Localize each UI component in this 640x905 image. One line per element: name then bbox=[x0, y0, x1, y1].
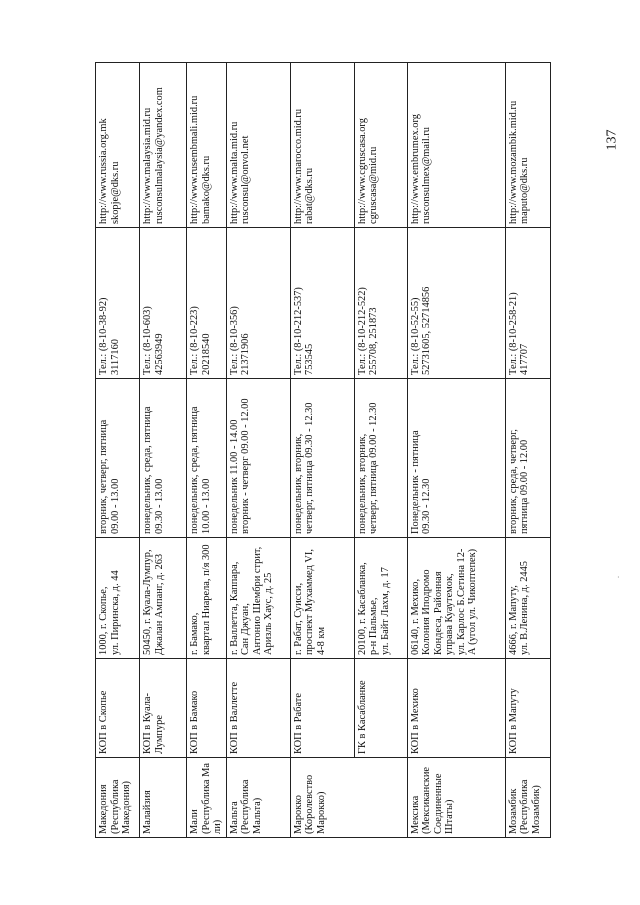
cell-country bbox=[290, 758, 407, 838]
cell-web bbox=[505, 63, 550, 228]
cell-office bbox=[290, 659, 354, 758]
address-text: 20100, г. Касабланка, р-н Пальмье, ул. Байт Лахм, д. 17 bbox=[356, 562, 391, 655]
table-row bbox=[96, 63, 140, 838]
cell-country bbox=[505, 758, 550, 838]
cell-office bbox=[187, 659, 227, 758]
cell-hours bbox=[505, 379, 550, 538]
country-text: Мали (Республика Мали) bbox=[189, 763, 223, 834]
cell-office bbox=[407, 659, 505, 758]
phone-text: Тел.: (8-10-356) 21371906 bbox=[228, 306, 251, 375]
hours-text: вторник, среда, четверг, пятница 09.00 - 12.00 bbox=[507, 429, 530, 534]
cell-office bbox=[140, 659, 187, 758]
cell-country bbox=[187, 758, 227, 838]
web-text: http://www.cgruscasa.org cgruscasa@mid.ru bbox=[356, 118, 379, 224]
cell-country bbox=[96, 758, 140, 838]
address-text: г. Валлетта, Каппара, Сан Джуан, Антонио Шембри стрит, Аризль Хаус, д. 25 bbox=[228, 546, 274, 655]
table-row bbox=[290, 63, 354, 838]
phone-text: Тел.: (8-10-212-537) 753545 bbox=[292, 287, 315, 375]
cell-hours bbox=[354, 379, 407, 538]
cell-office bbox=[96, 659, 140, 758]
hours-text: понедельник 11.00 - 14.00 вторник - четверг 09.00 - 12.00 bbox=[228, 398, 251, 534]
cell-address bbox=[187, 538, 227, 659]
cell-phone bbox=[226, 228, 290, 379]
cell-address bbox=[407, 538, 505, 659]
cell-country bbox=[140, 758, 187, 838]
hours-text: понедельник, среда, пятница 10.00 - 13.00 bbox=[189, 406, 212, 534]
table-row bbox=[187, 63, 227, 838]
office-text: КОП в Куала- Лумпуре bbox=[142, 693, 165, 754]
office-text: КОП в Скопье bbox=[98, 690, 109, 754]
address-text: г. Бамако, квартал Ниарела, п/я 300 bbox=[189, 544, 212, 655]
web-text: http://www.mozambik.mid.ru maputo@dks.ru bbox=[507, 100, 530, 224]
web-text: http://www.malta.mid.ru rusconsul@onvol.net bbox=[228, 121, 251, 224]
web-text: http://www.marocco.mid.ru rabat@dks.ru bbox=[292, 108, 315, 224]
web-text: http://www.rusembmali.mid.ru bamako@dks.ru bbox=[189, 95, 212, 224]
cell-web bbox=[290, 63, 354, 228]
cell-phone bbox=[140, 228, 187, 379]
country-text: Малайзия bbox=[142, 790, 153, 834]
cell-office bbox=[226, 659, 290, 758]
country-text: Македония (Республика Македония) bbox=[98, 779, 132, 834]
cell-hours bbox=[290, 379, 354, 538]
cell-hours bbox=[140, 379, 187, 538]
cell-address bbox=[96, 538, 140, 659]
office-text: КОП в Мапуту bbox=[507, 688, 519, 754]
office-text: КОП в Валлетте bbox=[228, 681, 240, 754]
phone-text: Тел.: (8-10-603) 42563949 bbox=[142, 306, 165, 375]
cell-office bbox=[354, 659, 407, 758]
cell-phone bbox=[354, 228, 407, 379]
cell-phone bbox=[96, 228, 140, 379]
table-row bbox=[354, 63, 407, 838]
cell-web bbox=[187, 63, 227, 228]
cell-address bbox=[505, 538, 550, 659]
cell-hours bbox=[226, 379, 290, 538]
cell-web bbox=[407, 63, 505, 228]
office-text: КОП в Мехико bbox=[409, 688, 421, 754]
phone-text: Тел.: (8-10-52-55) 52731605, 52714856 bbox=[409, 286, 432, 375]
hours-text: понедельник, среда, пятница 09.30 - 13.00 bbox=[142, 406, 165, 534]
cell-country bbox=[407, 758, 505, 838]
consulate-table-rotated bbox=[95, 63, 542, 838]
phone-text: Тел.: (8-10-258-21) 417707 bbox=[507, 292, 530, 375]
country-text: Мексика (Мексиканские Соединенные Штаты) bbox=[409, 766, 455, 834]
cell-hours bbox=[407, 379, 505, 538]
hours-text: понедельник, вторник, четверг, пятница 09.30 - 12.30 bbox=[292, 402, 315, 534]
office-text: КОП в Рабате bbox=[292, 693, 304, 754]
cell-address bbox=[354, 538, 407, 659]
address-text: 4666, г. Мапуту, ул. В.Ленина, д. 2445 bbox=[507, 561, 530, 655]
cell-phone bbox=[187, 228, 227, 379]
cell-phone bbox=[407, 228, 505, 379]
cell-web bbox=[140, 63, 187, 228]
cell-web bbox=[226, 63, 290, 228]
cell-phone bbox=[290, 228, 354, 379]
country-text: Мальта (Республика Мальта) bbox=[228, 779, 263, 834]
cell-hours bbox=[96, 379, 140, 538]
cell-phone bbox=[505, 228, 550, 379]
web-text: http://www.russia.org.mk skopje@dks.ru bbox=[98, 118, 121, 224]
consulate-table bbox=[95, 62, 551, 838]
office-text: ГК в Касабланке bbox=[356, 680, 368, 754]
web-text: http://www.embrumex.org rusconsulmex@mail.ru bbox=[409, 114, 432, 224]
table-row bbox=[407, 63, 505, 838]
table-row bbox=[140, 63, 187, 838]
phone-text: Тел.: (8-10-223) 20218540 bbox=[189, 306, 212, 375]
cell-address bbox=[290, 538, 354, 659]
hours-text: вторник, четверг, пятница 09.00 - 13.00 bbox=[98, 419, 121, 534]
cell-web bbox=[354, 63, 407, 228]
cell-address bbox=[226, 538, 290, 659]
table-row bbox=[226, 63, 290, 838]
page-number: 137 bbox=[604, 129, 620, 151]
hours-text: Понедельник - пятница 09.30 - 12.30 bbox=[409, 430, 432, 534]
office-text: КОП в Бамако bbox=[189, 690, 200, 754]
address-text: 50450, г. Куала-Лумпур, Джалан Ампанг, д. 263 bbox=[142, 549, 165, 655]
phone-text: Тел.: (8-10-212-522) 255708, 251873 bbox=[356, 287, 379, 375]
web-text: http://www.malaysia.mid.ru rusconsulmalaysia@yandex.com bbox=[142, 87, 165, 224]
address-text: г. Рабат, Суисси, проспект Мухаммед VI, 4-8 км bbox=[292, 549, 327, 655]
cell-office bbox=[505, 659, 550, 758]
hours-text: понедельник, вторник, четверг, пятница 09.00 - 12.30 bbox=[356, 402, 379, 534]
cell-address bbox=[140, 538, 187, 659]
cell-web bbox=[96, 63, 140, 228]
phone-text: Тел.: (8-10-38-92) 3117160 bbox=[98, 297, 121, 375]
table-row bbox=[505, 63, 550, 838]
address-text: 06140, г. Мехико, Колония Иподромо Кондеса, Районная управа Куаутемок, ул. Карлос Б.Сетина 12- А (угол ул. Чикоптепек) bbox=[409, 548, 478, 655]
country-text: Мозамбик (Республика Мозамбик) bbox=[507, 779, 542, 834]
address-text: 1000, г. Скопье, ул. Пиринска, д. 44 bbox=[98, 570, 121, 655]
cell-country bbox=[226, 758, 290, 838]
stray-dot: · bbox=[617, 573, 620, 582]
country-text: Марокко (Королевство Марокко) bbox=[292, 774, 327, 834]
cell-hours bbox=[187, 379, 227, 538]
